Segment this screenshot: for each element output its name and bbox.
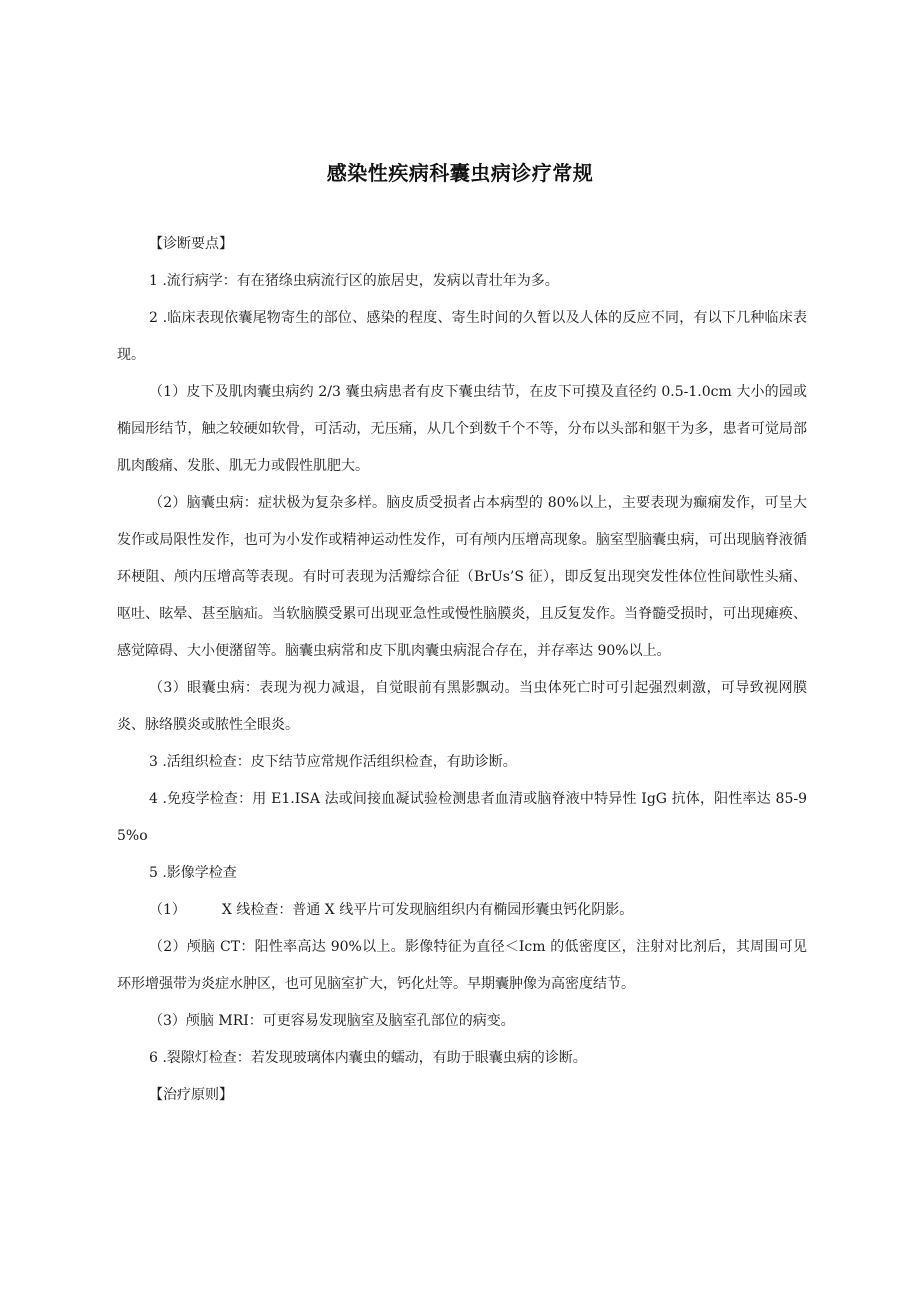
xray-text: X 线检查：普通 X 线平片可发现脑组织内有椭园形囊虫钙化阴影。 — [221, 902, 634, 918]
paragraph-imaging: 5 .影像学检查 — [149, 865, 237, 881]
paragraph-clinical: 2 .临床表现依囊尾物寄生的部位、感染的程度、寄生时间的久暂以及人体的反应不同，有以下几种临床表现。 — [117, 310, 807, 363]
paragraph-mri: （3）颅脑 MRI：可更容易发现脑室及脑室孔部位的病变。 — [149, 1013, 515, 1029]
document-body — [117, 226, 807, 1114]
paragraph-biopsy: 3 .活组织检查：皮下结节应常规作活组织检查，有助诊断。 — [149, 754, 517, 770]
section-heading-diagnosis: 【诊断要点】 — [149, 236, 233, 252]
paragraph-epidemiology: 1 .流行病学：有在猪绦虫病流行区的旅居史，发病以青壮年为多。 — [149, 273, 559, 289]
paragraph-subcutaneous: （1）皮下及肌肉囊虫病约 2/3 囊虫病患者有皮下囊虫结节，在皮下可摸及直径约 0.5-1.0cm 大小的园或椭园形结节，触之较硬如软骨，可活动，无压痛，从几个到数千个不等，分布以头部和躯干为多，患者可觉局部肌肉酸痛、发胀、肌无力或假性肌肥大。 — [117, 384, 807, 474]
paragraph-slit-lamp: 6 .裂隙灯检查：若发现玻璃体内囊虫的蠕动，有助于眼囊虫病的诊断。 — [149, 1050, 587, 1066]
section-heading-treatment: 【治疗原则】 — [149, 1087, 233, 1103]
paragraph-immunology: 4 .免疫学检查：用 E1.ISA 法或间接血凝试验检测患者血清或脑脊液中特异性 IgG 抗体，阳性率达 85-95%o — [117, 791, 807, 844]
paragraph-brain: （2）脑囊虫病：症状极为复杂多样。脑皮质受损者占本病型的 80%以上，主要表现为癫痫发作，可呈大发作或局限性发作，也可为小发作或精神运动性发作，可有颅内压增高现象。脑室型脑囊虫病，可出现脑脊液循环梗阻、颅内压增高等表现。有时可表现为活瓣综合征（BrUs’S 征），即反复出现突发性体位性间歇性头痛、呕吐、眩晕、甚至脑疝。当软脑膜受累可出现亚急性或慢性脑膜炎，且反复发作。当脊髓受损时，可出现瘫痪、感觉障碍、大小便潴留等。脑囊虫病常和皮下肌肉囊虫病混合存在，并存率达 90%以上。 — [117, 495, 807, 659]
paragraph-xray — [117, 892, 807, 929]
paragraph-ct: （2）颅脑 CT：阳性率高达 90%以上。影像特征为直径＜Icm 的低密度区，注射对比剂后，其周围可见环形增强带为炎症水肿区，也可见脑室扩大，钙化灶等。早期囊肿像为高密度结节。 — [117, 939, 807, 992]
xray-label: （1） — [149, 902, 186, 918]
document-title: 感染性疾病科囊虫病诊疗常规 — [326, 161, 594, 185]
paragraph-eye: （3）眼囊虫病：表现为视力减退，自觉眼前有黑影飘动。当虫体死亡时可引起强烈刺激，可导致视网膜炎、脉络膜炎或脓性全眼炎。 — [117, 680, 807, 733]
